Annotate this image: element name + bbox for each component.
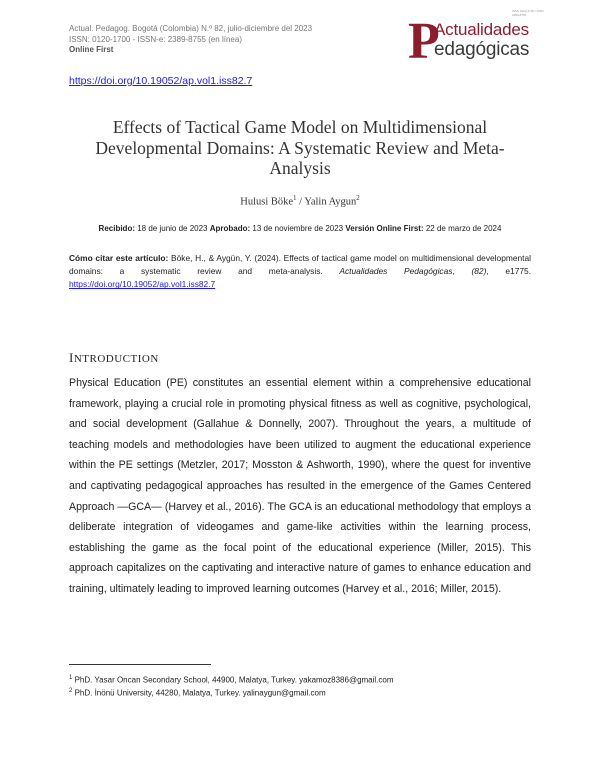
journal-line: Actual. Pedagog. Bogotá (Colombia) N.º 82, julio-diciembre del 2023 (69, 24, 313, 33)
citation-label: Cómo citar este artículo: (69, 253, 169, 263)
dates-line (0, 224, 600, 233)
author-2: Yalin Aygun (304, 196, 357, 208)
online-label: Versión Online First: (345, 224, 424, 233)
logo-issn-text: ISSN 0120-1700 / ISSN 2389-8755 (512, 9, 544, 17)
introduction-paragraph: Physical Education (PE) constitutes an essential element within a comprehensive educational framework, playing a crucial role in promoting physical fitness as well as cognitive, psychological, and social development (Gallahue & Donnelly, 2007). Throughout the years, a multitude of teaching models and methodologies have been utilized to augment the educational experience within the PE settings (Metzler, 2017; Mosston & Ashworth, 1990), where the quest for inventive and captivating pedagogical approaches has resulted in the emergence of the Games Centered Approach —GCA— (Harvey et al., 2016). The GCA is an educational methodology that employs a deliberate integration of videogames and game-like activities within the learning process, establishing the game as the focal point of the educational experience (Miller, 2015). This approach capitalizes on the captivating and interactive nature of games to enhance education and training, ultimately leading to improved learning outcomes (Harvey et al., 2016; Miller, 2015). (69, 377, 531, 595)
online-value: 22 de marzo de 2024 (423, 224, 502, 233)
doi-link[interactable]: https://doi.org/10.19052/ap.vol1.iss82.7 (69, 75, 253, 87)
issn-line: ISSN: 0120-1700 - ISSN-e: 2389-8755 (en línea) (69, 34, 242, 44)
approved-label: Aprobado: (209, 224, 251, 233)
received-label: Recibido: (98, 224, 135, 233)
section-rest: NTRODUCTION (73, 353, 159, 365)
footnote-1 (69, 673, 394, 686)
section-initial: I (69, 350, 74, 365)
citation-text-c: , e1775. (486, 266, 531, 277)
footnote-divider (69, 664, 211, 665)
received-value: 18 de junio de 2023 (135, 224, 210, 233)
footnote-2-text: PhD. İnönü University, 44280, Malatya, Turkey. yalinaygun@gmail.com (72, 688, 326, 698)
author-separator: / (296, 196, 305, 208)
approved-value: 13 de noviembre de 2023 (250, 224, 346, 233)
article-title: Effects of Tactical Game Model on Multidimensional Developmental Domains: A Systematic Review and Meta-Analysis (95, 117, 505, 178)
author-2-footnote-ref[interactable]: 2 (356, 194, 360, 202)
author-1: Hulusi Böke (240, 196, 294, 208)
author-1-footnote-ref[interactable]: 1 (293, 194, 297, 202)
section-heading-introduction (69, 350, 159, 366)
journal-logo (408, 10, 558, 68)
journal-header (69, 24, 312, 56)
logo-word-bottom: edagógicas (434, 39, 530, 60)
citation-issue: (82) (471, 266, 487, 277)
citation-doi-link[interactable]: https://doi.org/10.19052/ap.vol1.iss82.7 (69, 279, 216, 290)
citation-text-a: Böke, H., & Aygün, Y. (2024). Effects of tactical game model on multidimensional developmental domains: a systematic review and meta-analysis. (69, 253, 531, 277)
online-first-label: Online First (69, 45, 114, 54)
citation-journal: Actualidades Pedagógicas (339, 266, 453, 277)
logo-letter: P (408, 13, 440, 70)
citation-text-b: , (452, 266, 472, 277)
logo-word-top: Actualidades (434, 20, 529, 39)
citation-block (69, 252, 531, 292)
footnote-1-text: PhD. Yasar Oncan Secondary School, 44900, Malatya, Turkey. yakamoz8386@gmail.com (72, 675, 394, 685)
authors-line (0, 194, 600, 208)
footnote-1-marker: 1 (69, 675, 73, 681)
footnote-2 (69, 686, 394, 699)
footnote-2-marker: 2 (69, 688, 73, 695)
footnotes (69, 673, 394, 699)
